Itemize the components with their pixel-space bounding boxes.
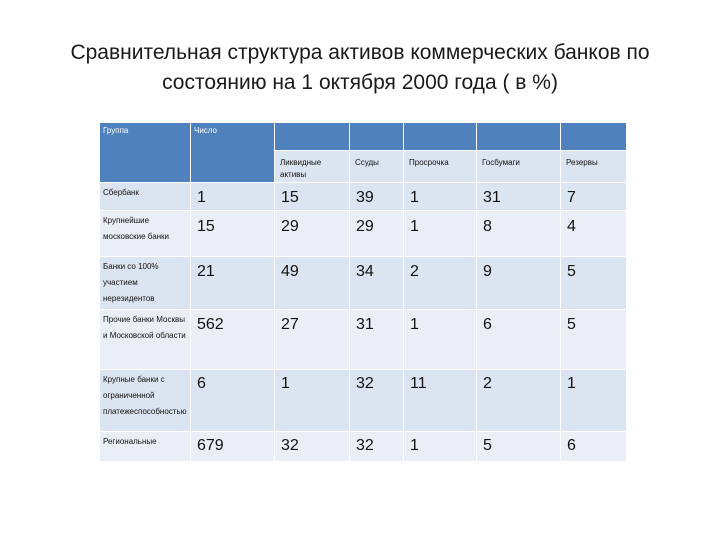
row-overdue: 1	[410, 189, 419, 206]
slide-title	[40, 38, 680, 98]
row-group: Сбербанк	[103, 188, 139, 197]
row-count: 679	[197, 437, 224, 454]
row-liquid: 32	[281, 437, 299, 454]
row-reserves: 7	[567, 189, 576, 206]
row-liquid: 49	[281, 263, 299, 280]
row-loans: 34	[356, 263, 374, 280]
row-count: 6	[197, 375, 206, 392]
row-group: Прочие банки Москвы и Московской области	[103, 315, 186, 340]
row-count: 562	[197, 316, 224, 333]
header-overdue: Просрочка	[409, 158, 449, 167]
row-count: 21	[197, 263, 215, 280]
row-reserves: 6	[567, 437, 576, 454]
header-row-top	[100, 123, 627, 151]
table-row	[100, 310, 627, 370]
table-row	[100, 432, 627, 462]
row-securities: 6	[483, 316, 492, 333]
table-row	[100, 211, 627, 257]
row-liquid: 27	[281, 316, 299, 333]
row-count: 15	[197, 218, 215, 235]
row-overdue: 1	[410, 437, 419, 454]
row-reserves: 4	[567, 218, 576, 235]
row-overdue: 1	[410, 316, 419, 333]
table-row	[100, 183, 627, 211]
header-liquid: Ликвидные активы	[280, 158, 322, 179]
header-securities: Госбумаги	[482, 158, 520, 167]
row-liquid: 29	[281, 218, 299, 235]
row-loans: 39	[356, 189, 374, 206]
table-row	[100, 257, 627, 310]
header-group-cell	[100, 123, 191, 183]
row-group: Крупные банки с ограниченной платежеспособностью	[103, 375, 187, 416]
title-line-1: Сравнительная структура активов коммерческих банков по	[70, 41, 650, 64]
row-count: 1	[197, 189, 206, 206]
header-count: Число	[194, 126, 218, 135]
row-group: Региональные	[103, 437, 157, 446]
row-group: Банки со 100% участием нерезидентов	[103, 262, 159, 303]
row-loans: 31	[356, 316, 374, 333]
header-group: Группа	[103, 126, 129, 135]
header-reserves: Резервы	[566, 158, 598, 167]
row-securities: 8	[483, 218, 492, 235]
row-reserves: 1	[567, 375, 576, 392]
row-group: Крупнейшие московские банки	[103, 216, 170, 241]
row-loans: 32	[356, 375, 374, 392]
row-overdue: 2	[410, 263, 419, 280]
header-loans: Ссуды	[355, 158, 379, 167]
header-count-cell	[191, 123, 275, 183]
row-securities: 5	[483, 437, 492, 454]
row-overdue: 11	[410, 375, 427, 392]
assets-table	[99, 122, 627, 462]
row-securities: 9	[483, 263, 492, 280]
row-overdue: 1	[410, 218, 419, 235]
table-row	[100, 370, 627, 432]
row-securities: 2	[483, 375, 492, 392]
row-liquid: 1	[281, 375, 290, 392]
row-reserves: 5	[567, 263, 576, 280]
row-liquid: 15	[281, 189, 299, 206]
row-loans: 32	[356, 437, 374, 454]
row-securities: 31	[483, 189, 501, 206]
row-reserves: 5	[567, 316, 576, 333]
title-line-2: состоянию на 1 октября 2000 года ( в %)	[162, 71, 558, 94]
row-loans: 29	[356, 218, 374, 235]
